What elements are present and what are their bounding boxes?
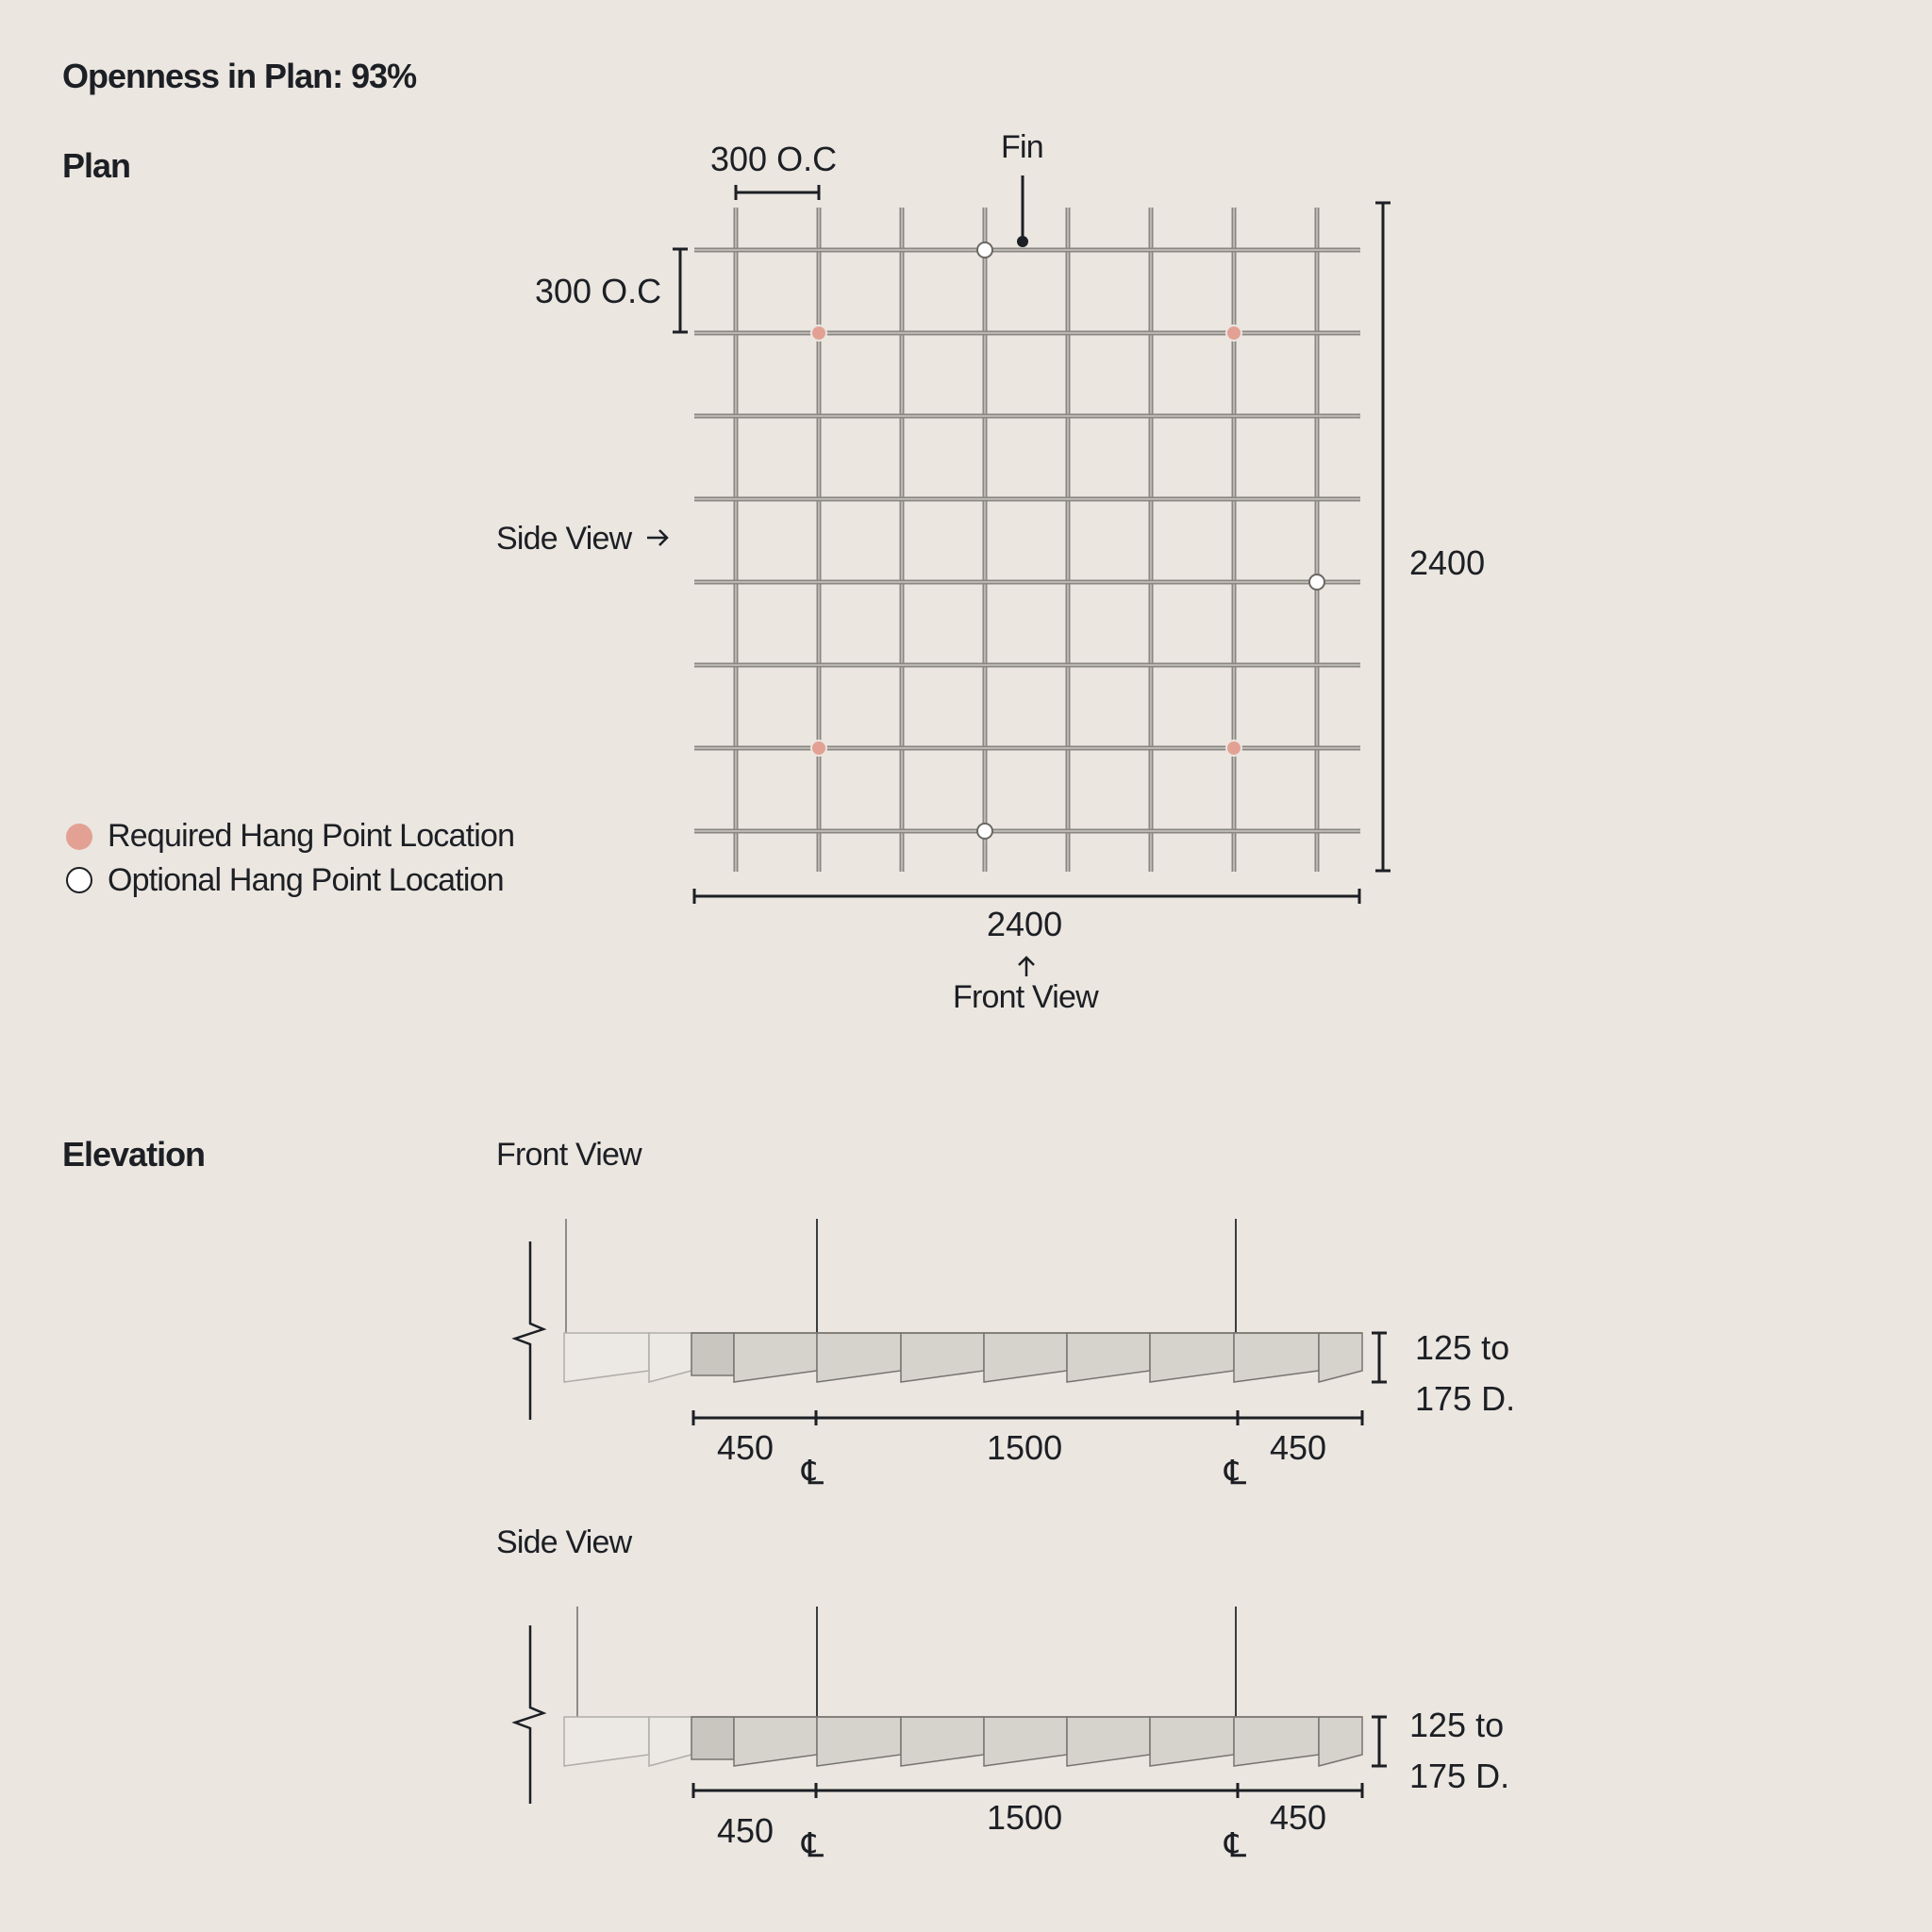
side-centerline-right: ℄ bbox=[1224, 1825, 1247, 1864]
optional-hang-point bbox=[977, 824, 992, 839]
side-depth-line2: 175 D. bbox=[1409, 1757, 1510, 1795]
required-legend-icon bbox=[66, 824, 92, 850]
front-dim-left: 450 bbox=[717, 1428, 774, 1467]
fin-panel-end bbox=[691, 1333, 734, 1375]
fin-grid bbox=[694, 208, 1360, 872]
optional-legend-label: Optional Hang Point Location bbox=[108, 862, 504, 898]
width-dimension bbox=[694, 889, 1359, 904]
spacing-x-dimension bbox=[736, 185, 819, 200]
fin-panel bbox=[901, 1333, 984, 1382]
side-depth-line1: 125 to bbox=[1409, 1706, 1505, 1744]
fin-panel bbox=[734, 1717, 817, 1766]
faint-fin-panel bbox=[649, 1717, 691, 1766]
fin-panel-end bbox=[691, 1717, 734, 1759]
width-label: 2400 bbox=[987, 905, 1063, 943]
side-view-title: Side View bbox=[496, 1524, 632, 1560]
optional-legend-icon bbox=[67, 868, 92, 892]
required-legend-label: Required Hang Point Location bbox=[108, 818, 515, 854]
fin-pointer bbox=[1017, 175, 1028, 247]
spacing-x-label: 300 O.C bbox=[710, 140, 838, 178]
fin-panel bbox=[901, 1717, 984, 1766]
required-hang-point bbox=[811, 325, 826, 341]
side-view-arrow-icon bbox=[647, 530, 667, 545]
break-line-icon bbox=[515, 1625, 543, 1804]
front-view-title: Front View bbox=[496, 1137, 641, 1173]
fin-panel bbox=[1319, 1717, 1362, 1766]
optional-hang-point bbox=[977, 242, 992, 258]
front-depth-line1: 125 to bbox=[1415, 1328, 1510, 1367]
side-view-label: Side View bbox=[496, 521, 632, 557]
optional-hang-point bbox=[1309, 575, 1324, 590]
fin-panel bbox=[1067, 1333, 1150, 1382]
elevation-title: Elevation bbox=[62, 1135, 206, 1174]
fin-panel bbox=[1150, 1333, 1234, 1382]
openness-heading: Openness in Plan: 93% bbox=[62, 57, 417, 95]
plan-title: Plan bbox=[62, 146, 131, 185]
front-view-label: Front View bbox=[953, 979, 1098, 1015]
fin-label: Fin bbox=[1001, 129, 1043, 165]
faint-fin-panel bbox=[564, 1717, 649, 1766]
side-centerline-left: ℄ bbox=[802, 1825, 824, 1864]
front-view-arrow-icon bbox=[1019, 958, 1034, 976]
faint-fin-panel bbox=[649, 1333, 691, 1382]
side-dim-middle: 1500 bbox=[987, 1798, 1063, 1837]
fin-panel bbox=[1150, 1717, 1234, 1766]
fin-panel bbox=[984, 1717, 1067, 1766]
fin-panel bbox=[1067, 1717, 1150, 1766]
fin-panel bbox=[1234, 1717, 1319, 1766]
side-elevation-drawing bbox=[515, 1607, 1387, 1804]
faint-fin-panel bbox=[564, 1333, 649, 1382]
fin-panel bbox=[817, 1333, 901, 1382]
front-depth-line2: 175 D. bbox=[1415, 1379, 1516, 1418]
required-hang-point bbox=[811, 741, 826, 756]
front-elevation-drawing bbox=[515, 1219, 1387, 1425]
side-dim-right: 450 bbox=[1270, 1798, 1327, 1837]
spacing-y-label: 300 O.C bbox=[535, 272, 662, 310]
break-line-icon bbox=[515, 1241, 543, 1420]
spacing-y-dimension bbox=[673, 249, 688, 332]
side-dim-left: 450 bbox=[717, 1811, 774, 1850]
front-centerline-right: ℄ bbox=[1224, 1453, 1247, 1491]
front-dim-right: 450 bbox=[1270, 1428, 1327, 1467]
required-hang-point bbox=[1226, 325, 1241, 341]
fin-panel bbox=[984, 1333, 1067, 1382]
fin-panel bbox=[1234, 1333, 1319, 1382]
fin-panel bbox=[817, 1717, 901, 1766]
height-label: 2400 bbox=[1409, 543, 1486, 582]
fin-panel bbox=[1319, 1333, 1362, 1382]
front-centerline-left: ℄ bbox=[802, 1453, 824, 1491]
front-dim-middle: 1500 bbox=[987, 1428, 1063, 1467]
required-hang-point bbox=[1226, 741, 1241, 756]
height-dimension bbox=[1375, 203, 1391, 871]
fin-panel bbox=[734, 1333, 817, 1382]
